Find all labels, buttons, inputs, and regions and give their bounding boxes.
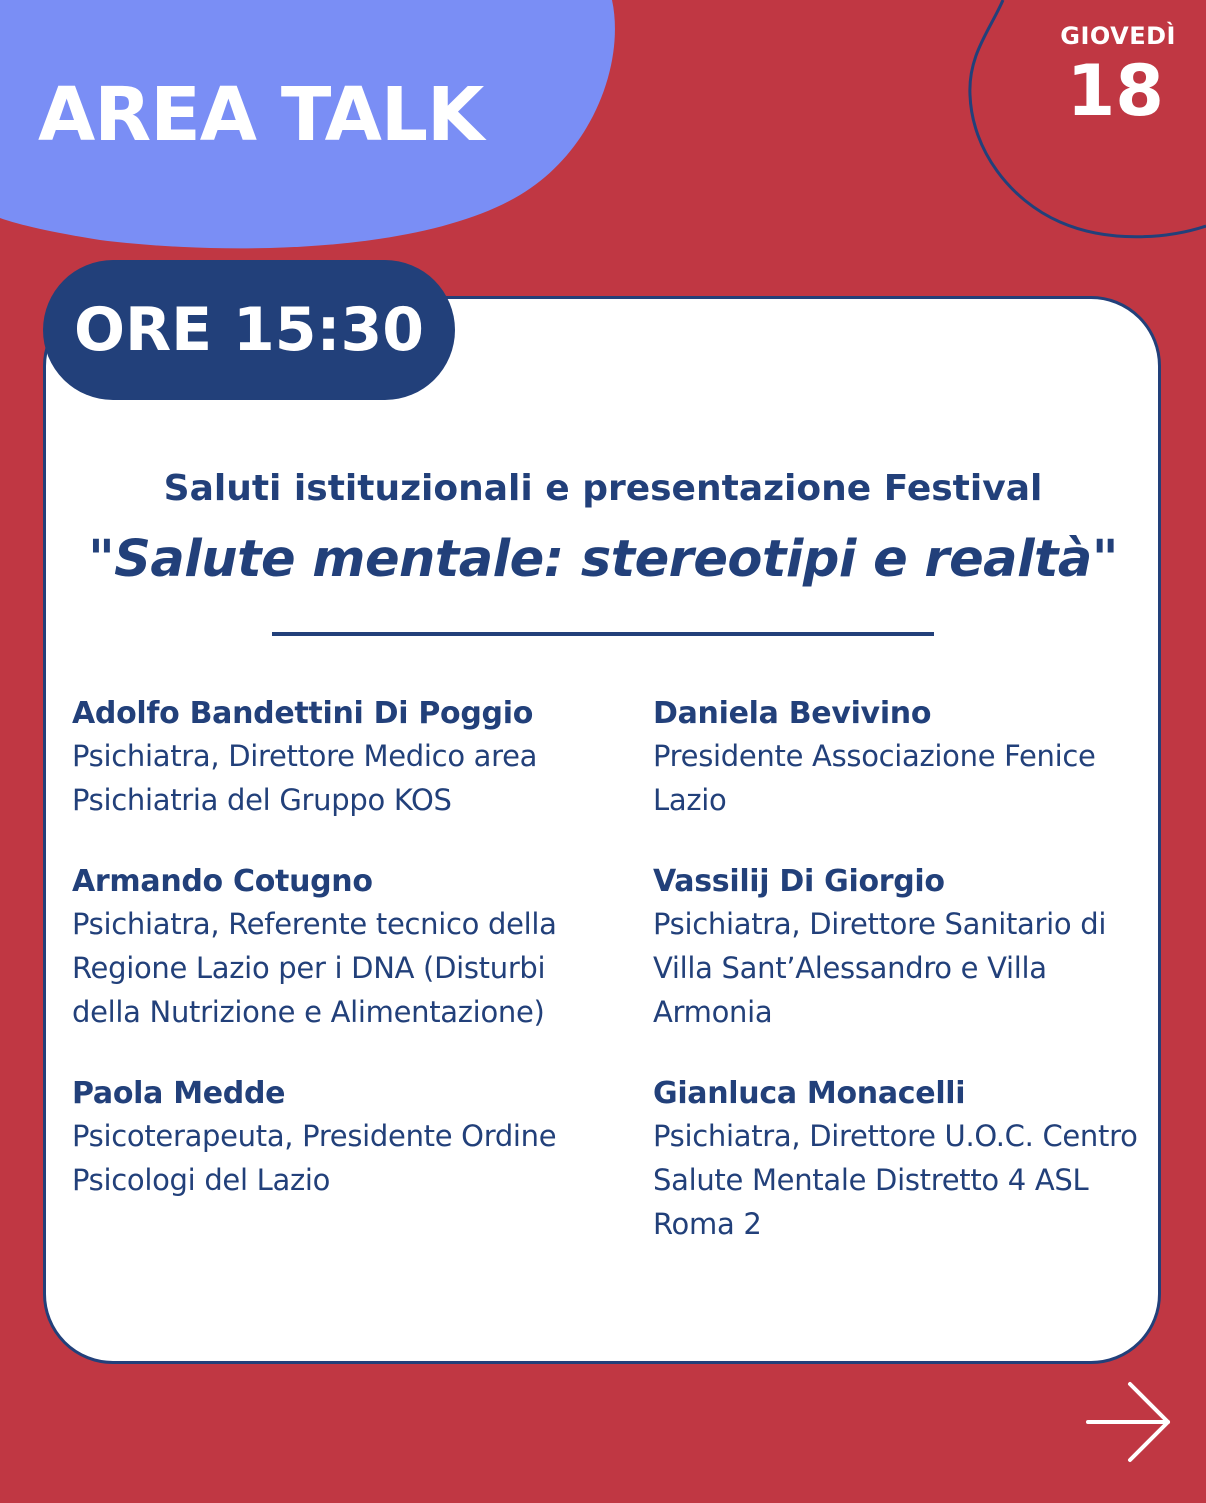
speaker-item bbox=[653, 862, 1143, 1034]
session-subtitle: Saluti istituzionali e presentazione Festival bbox=[163, 468, 1043, 509]
speaker-role: Psicoterapeuta, Presidente Ordine Psicologi del Lazio bbox=[72, 1119, 557, 1197]
time-label: ORE 15:30 bbox=[73, 295, 425, 365]
speaker-role: Psichiatra, Direttore Sanitario di Villa Sant’Alessandro e Villa Armonia bbox=[653, 907, 1107, 1029]
arrow-right-icon[interactable] bbox=[1084, 1380, 1174, 1464]
speaker-role: Psichiatra, Referente tecnico della Regione Lazio per i DNA (Disturbi della Nutrizione e Alimentazione) bbox=[72, 907, 557, 1029]
speaker-name: Armando Cotugno bbox=[72, 864, 373, 899]
speakers-right-column bbox=[653, 694, 1143, 1286]
time-badge bbox=[43, 260, 455, 400]
divider bbox=[272, 632, 934, 636]
speaker-item bbox=[653, 694, 1143, 822]
speaker-name: Daniela Bevivino bbox=[653, 696, 932, 731]
speaker-name: Gianluca Monacelli bbox=[653, 1076, 966, 1111]
day-number: 18 bbox=[1066, 50, 1164, 132]
speaker-item bbox=[72, 862, 582, 1034]
speakers-left-column bbox=[72, 694, 582, 1242]
speaker-item bbox=[653, 1074, 1143, 1246]
speaker-name: Adolfo Bandettini Di Poggio bbox=[72, 696, 534, 731]
speaker-name: Vassilij Di Giorgio bbox=[653, 864, 945, 899]
speaker-item bbox=[72, 694, 582, 822]
area-title: AREA TALK bbox=[38, 72, 484, 158]
day-label: GIOVEDÌ bbox=[1060, 22, 1176, 50]
speaker-name: Paola Medde bbox=[72, 1076, 286, 1111]
session-headline: "Salute mentale: stereotipi e realtà" bbox=[88, 530, 1118, 589]
speaker-role: Psichiatra, Direttore Medico area Psichiatria del Gruppo KOS bbox=[72, 739, 538, 817]
speaker-role: Presidente Associazione Fenice Lazio bbox=[653, 739, 1096, 817]
speaker-role: Psichiatra, Direttore U.O.C. Centro Salute Mentale Distretto 4 ASL Roma 2 bbox=[653, 1119, 1138, 1241]
speaker-item bbox=[72, 1074, 582, 1202]
